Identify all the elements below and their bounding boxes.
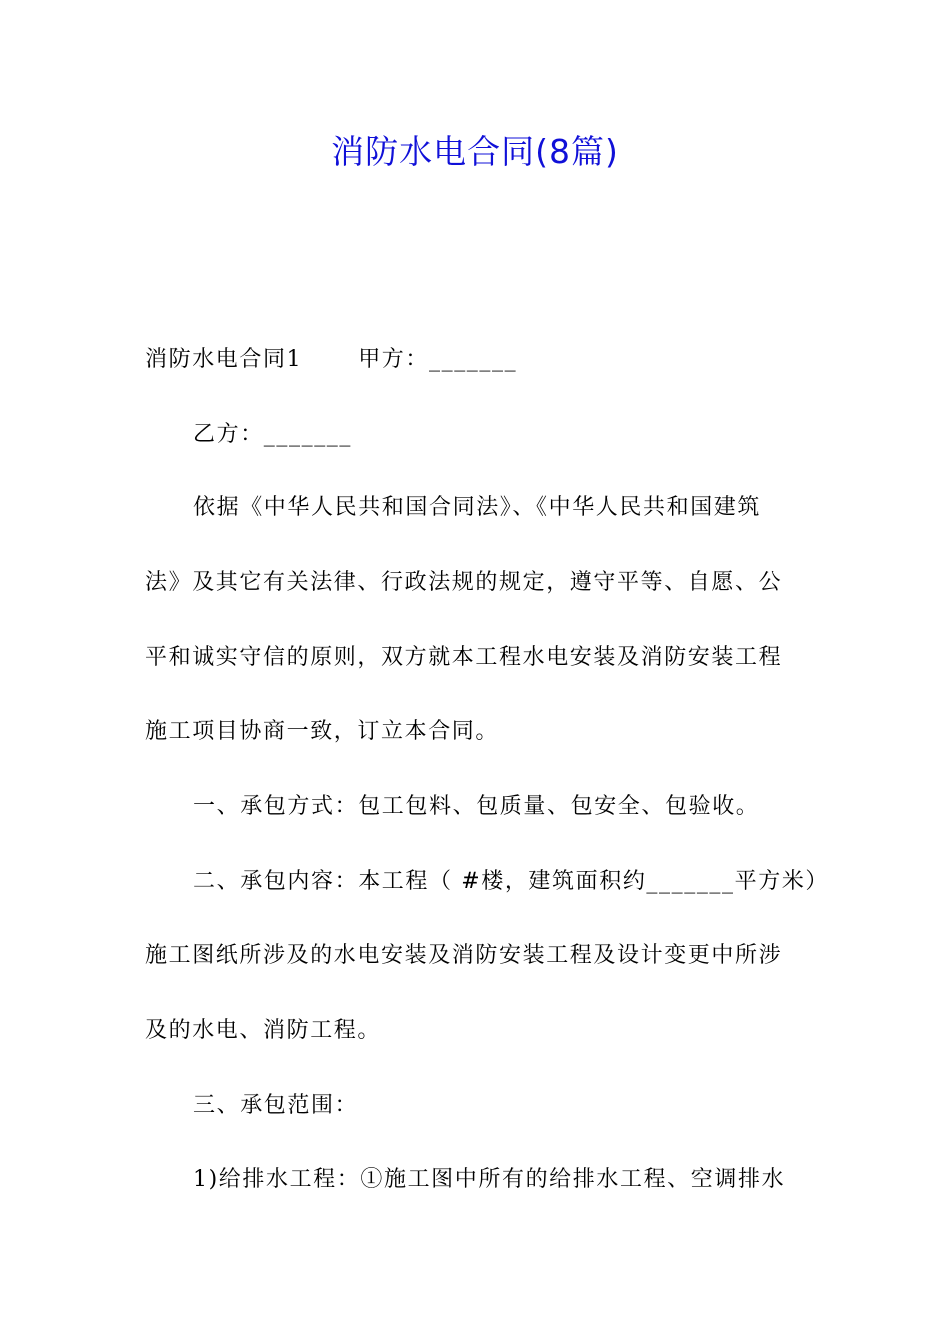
paragraph-line: 及的水电、消防工程。: [145, 1018, 382, 1043]
document-title: 消防水电合同(8篇): [331, 132, 619, 171]
clause-contract-method: 一、承包方式：包工包料、包质量、包安全、包验收。: [193, 794, 760, 819]
paragraph-line: 依据《中华人民共和国合同法》、《中华人民共和国建筑: [193, 495, 762, 520]
contract-heading-line: [145, 345, 815, 375]
clause-contract-content: 二、承包内容：本工程（ #楼，建筑面积约_______平方米）: [193, 869, 830, 894]
scope-item-plumbing: 1)给排水工程：①施工图中所有的给排水工程、空调排水: [193, 1167, 786, 1192]
party-b-field: 乙方：_______: [193, 422, 353, 447]
contract-number-heading: 消防水电合同1: [145, 347, 303, 372]
party-a-field: 甲方：_______: [358, 347, 518, 372]
paragraph-line: 法》及其它有关法律、行政法规的规定，遵守平等、自愿、公: [145, 570, 783, 595]
paragraph-line: 施工图纸所涉及的水电安装及消防安装工程及设计变更中所涉: [145, 943, 783, 968]
clause-contract-scope: 三、承包范围：: [193, 1093, 359, 1118]
paragraph-line: 平和诚实守信的原则，双方就本工程水电安装及消防安装工程: [145, 645, 783, 670]
paragraph-line: 施工项目协商一致，订立本合同。: [145, 719, 500, 744]
